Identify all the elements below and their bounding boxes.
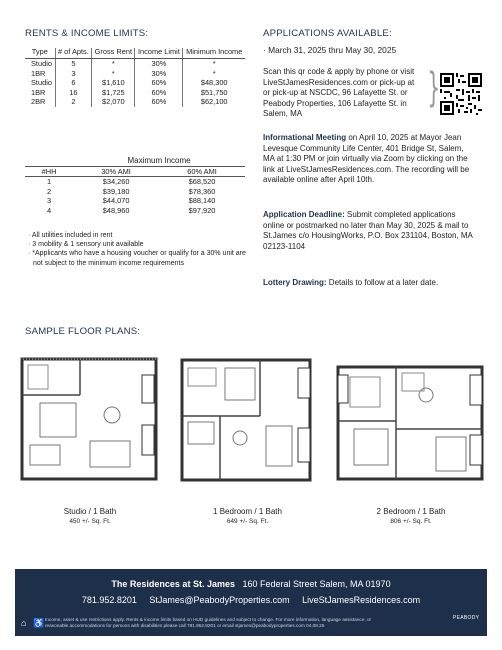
one-bedroom-floor-plan bbox=[180, 358, 315, 483]
table-cell: 4 bbox=[46, 205, 52, 215]
plan-size: 649 +/- Sq. Ft. bbox=[226, 518, 269, 525]
application-dates: · March 31, 2025 thru May 30, 2025 bbox=[263, 45, 397, 55]
table-cell: 3 bbox=[55, 69, 92, 79]
table-cell: Studio bbox=[31, 78, 52, 88]
peabody-logo: PEABODY bbox=[453, 615, 480, 621]
table-cell: 2BR bbox=[31, 97, 46, 107]
footer-line-2 bbox=[15, 595, 487, 605]
plan-name: 1 Bedroom / 1 Bath bbox=[213, 507, 282, 516]
two-bedroom-plan-label bbox=[336, 507, 486, 525]
table-cell: 2 bbox=[55, 97, 92, 107]
informational-meeting bbox=[263, 133, 477, 186]
lottery-drawing bbox=[263, 278, 477, 289]
rent-table-header: # of Apts. bbox=[55, 48, 92, 59]
table-cell: $2,070 bbox=[92, 97, 135, 107]
brace-decoration: } bbox=[427, 65, 441, 111]
table-cell: $48,300 bbox=[183, 78, 245, 88]
income-table-header: 30% AMI bbox=[73, 166, 159, 177]
qr-code[interactable] bbox=[440, 73, 482, 115]
studio-plan-label bbox=[20, 507, 160, 525]
meeting-label: Informational Meeting bbox=[263, 133, 347, 142]
note-item: · All utilities included in rent bbox=[28, 232, 113, 239]
table-cell: 1BR bbox=[31, 68, 46, 78]
floor-plans-title: SAMPLE FLOOR PLANS: bbox=[25, 326, 141, 337]
table-cell: $78,360 bbox=[188, 186, 216, 196]
notes bbox=[27, 231, 257, 268]
table-cell: 60% bbox=[135, 97, 183, 107]
income-table-header: #HH bbox=[25, 166, 73, 177]
fine-print: Income, asset & use restrictions apply. Rents & income limits based on HUD guidelines and subject to change. For more information, language assistance, or reasonable accommodations for persons with disabilities please call 781.952.8201 or email stjames@peabodyproperties.com 04.08.25 bbox=[45, 617, 372, 628]
footer-line-1 bbox=[15, 579, 487, 589]
property-name: The Residences at St. James bbox=[111, 579, 235, 589]
table-cell: 60% bbox=[135, 78, 183, 88]
table-cell: * bbox=[92, 59, 135, 69]
income-table bbox=[25, 156, 245, 216]
income-table-header: 60% AMI bbox=[159, 166, 245, 177]
meeting-text: on April 10, 2025 at Mayor Jean Levesque Community Life Center, 401 Bridge St, Salem, MA at 1:30 PM or join virtually via Zoom by clicking on the link at LiveStJamesResidences.com. The recording will be available online after April 10th. bbox=[263, 133, 470, 185]
lottery-label: Lottery Drawing: bbox=[263, 278, 327, 287]
table-cell: $97,920 bbox=[188, 205, 216, 215]
lottery-text: Details to follow at a later date. bbox=[326, 278, 439, 287]
rents-title: RENTS & INCOME LIMITS: bbox=[25, 28, 149, 39]
table-cell: $34,260 bbox=[102, 177, 130, 187]
table-cell: * bbox=[92, 69, 135, 79]
note-item: · 3 mobility & 1 sensory unit available bbox=[28, 241, 144, 249]
table-row bbox=[25, 187, 245, 197]
table-row bbox=[25, 69, 245, 79]
scan-text: Scan this qr code & apply by phone or visit LiveStJamesResidences.com or pick-up at or pick-up at NSCDC, 96 Lafayette St. or Peabody Properties, 106 Lafayette St. in Salem, MA bbox=[263, 67, 415, 119]
table-cell: $88,140 bbox=[188, 196, 216, 206]
table-cell: $62,100 bbox=[183, 97, 245, 107]
table-row bbox=[25, 97, 245, 107]
plan-name: 2 Bedroom / 1 Bath bbox=[376, 507, 446, 516]
table-cell: $1,610 bbox=[92, 78, 135, 88]
applications-title: APPLICATIONS AVAILABLE: bbox=[263, 28, 392, 39]
plan-size: 806 +/- Sq. Ft. bbox=[390, 518, 432, 525]
table-cell: * bbox=[183, 59, 245, 69]
email-link[interactable]: StJames@PeabodyProperties.com bbox=[149, 595, 290, 605]
table-cell: 2 bbox=[46, 186, 52, 196]
table-row bbox=[25, 206, 245, 216]
table-row bbox=[25, 59, 245, 69]
one-bedroom-plan-label bbox=[180, 507, 315, 525]
table-cell: 3 bbox=[46, 196, 52, 206]
deadline-text: Submit completed applications online or postmarked no later than May 30, 2025 & mail to St.James c/o HousingWorks, P.O. Box 231104, Boston, MA 02123-1104 bbox=[263, 210, 473, 251]
table-row bbox=[25, 78, 245, 88]
studio-floor-plan bbox=[20, 355, 160, 483]
table-row bbox=[25, 196, 245, 206]
table-cell: 30% bbox=[135, 59, 183, 69]
website-link[interactable]: LiveStJamesResidences.com bbox=[302, 595, 421, 605]
table-cell: 1BR bbox=[31, 87, 46, 97]
table-cell: $48,960 bbox=[102, 205, 130, 215]
table-cell: $39,180 bbox=[102, 186, 130, 196]
table-cell: 16 bbox=[55, 88, 92, 98]
application-deadline bbox=[263, 210, 477, 252]
rent-table-header: Minimum Income bbox=[183, 48, 245, 59]
rent-table-header: Gross Rent bbox=[92, 48, 135, 59]
footer bbox=[15, 569, 487, 636]
table-row bbox=[25, 88, 245, 98]
rent-table-header: Income Limit bbox=[135, 48, 183, 59]
deadline-label: Application Deadline: bbox=[263, 210, 345, 219]
rent-table bbox=[25, 48, 245, 107]
plan-size: 450 +/- Sq. Ft. bbox=[69, 518, 111, 525]
table-cell: $1,725 bbox=[92, 88, 135, 98]
table-row bbox=[25, 177, 245, 187]
accessibility-icon: ♿ bbox=[33, 618, 45, 628]
table-cell: $51,750 bbox=[183, 88, 245, 98]
equal-housing-icon: ⌂ bbox=[21, 618, 27, 628]
phone-link[interactable]: 781.952.8201 bbox=[81, 595, 137, 605]
two-bedroom-floor-plan bbox=[336, 365, 486, 483]
table-cell: 1 bbox=[46, 177, 52, 187]
property-address: 160 Federal Street Salem, MA 01970 bbox=[242, 579, 391, 589]
table-cell: 30% bbox=[135, 69, 183, 79]
plan-name: Studio / 1 Bath bbox=[63, 507, 117, 516]
table-cell: Studio bbox=[31, 59, 52, 68]
table-cell: 6 bbox=[55, 78, 92, 88]
table-cell: 5 bbox=[55, 59, 92, 69]
table-cell: $44,070 bbox=[102, 196, 130, 206]
income-table-title: Maximum Income bbox=[73, 156, 245, 166]
note-item: · *Applicants who have a housing voucher or qualify for a 30% unit are not subject to the minimum income requirements bbox=[28, 250, 246, 267]
table-cell: 60% bbox=[135, 88, 183, 98]
table-cell: * bbox=[183, 69, 245, 79]
rent-table-header: Type bbox=[25, 48, 55, 59]
table-cell: $68,520 bbox=[188, 177, 216, 187]
